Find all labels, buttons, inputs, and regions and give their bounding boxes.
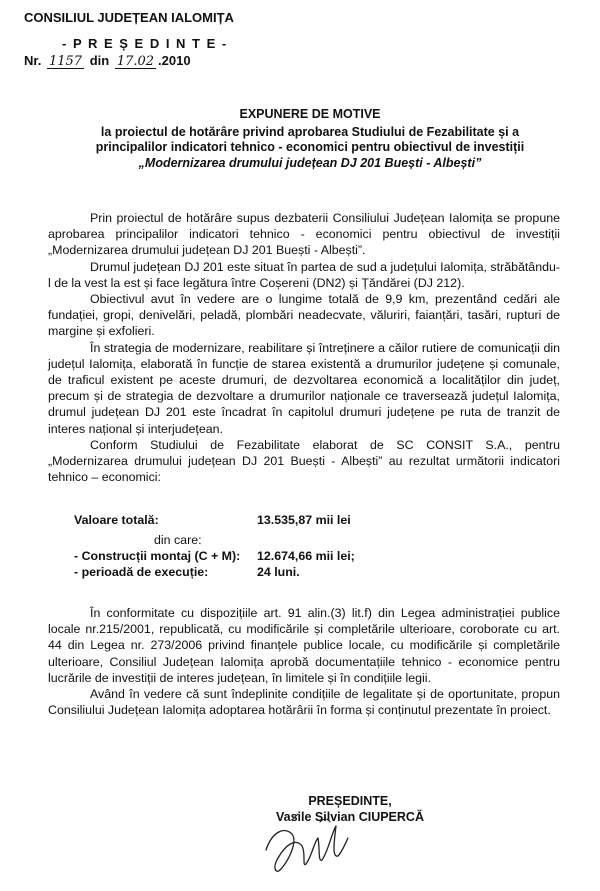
title-heading: EXPUNERE DE MOTIVE	[239, 107, 381, 121]
paragraph-5: Conform Studiului de Fezabilitate elaborat de SC CONSIT S.A., pentru „Modernizarea drumului județean DJ 201 Buești - Albești” au rezultat următorii indicatori tehnico – economici:	[48, 437, 560, 485]
registration-year: .2010	[158, 53, 191, 68]
registration-line	[24, 53, 191, 69]
organization-name: CONSILIUL JUDEȚEAN IALOMIȚA	[24, 10, 234, 25]
title-line-2: la proiectul de hotărâre privind aprobarea Studiului de Fezabilitate și a	[100, 124, 520, 139]
paragraph-2: Drumul județean DJ 201 este situat în partea de sud a județului Ialomița, străbătându-l de la vest la est și face legătura între Coșereni (DN2) și Țăndărei (DJ 212).	[48, 259, 560, 290]
construction-label: - Construcții montaj (C + M):	[74, 549, 241, 563]
paragraph-6: În conformitate cu dispozițiile art. 91 alin.(3) lit.f) din Legea administrației publice locale nr.215/2001, republicată, cu modificările și completările ulterioare, coroborate cu art. 44 din Legea nr. 273/2006 privind finanțele publice locale, cu modificările și completările ulterioare, Consiliul Județean Ialomița aprobă documentațiile tehnico - economice pentru lucrările de investiții de interes județean, în limitele și în condițiile legii.	[48, 606, 560, 685]
registration-number: 1157	[48, 54, 83, 69]
office-title: - P R E Ș E D I N T E -	[62, 36, 228, 51]
closing-text	[48, 605, 560, 718]
total-value-label: Valoare totală:	[74, 513, 159, 527]
construction-amount: 12.674,66 mii lei;	[257, 549, 355, 563]
document-title	[40, 107, 580, 171]
din-label: din	[89, 53, 110, 68]
title-line-4: „Modernizarea drumului județean DJ 201 Buești - Albești”	[138, 155, 482, 170]
total-value-amount: 13.535,87 mii lei	[257, 513, 351, 527]
paragraph-7: Având în vedere că sunt îndeplinite condițiile de legalitate și de oportunitate, propun Consiliului Județean Ialomița adoptarea hotărârii în forma și conținutul prezentate în proiect.	[48, 687, 560, 718]
paragraph-1: Prin proiectul de hotărâre supus dezbaterii Consiliului Județean Ialomița se propune aprobarea principalilor indicatori tehnico - economici pentru obiectivul de investiții „Modernizarea drumului județean DJ 201 Buești - Albești”.	[48, 211, 560, 258]
body-text	[48, 210, 560, 485]
registration-date: 17.02	[116, 54, 155, 69]
of-which-label: din care:	[154, 533, 202, 547]
signatory-title: PREȘEDINTE,	[308, 794, 392, 808]
signatory-name: Vasile Silvian CIUPERCĂ	[276, 810, 424, 824]
nr-label: Nr.	[24, 53, 42, 68]
handwritten-signature	[262, 812, 352, 878]
execution-period-value: 24 luni.	[257, 565, 300, 579]
title-line-3: principalilor indicatori tehnico - economici pentru obiectivul de investiții	[95, 140, 525, 154]
paragraph-3: Obiectivul avut în vedere are o lungime totală de 9,9 km, prezentând cedări ale fundației, gropi, denivelări, peladă, plombări neadecvate, văluriri, faianțări, tasări, rupturi de margine și exfolieri.	[48, 292, 560, 339]
paragraph-4: În strategia de modernizare, reabilitare și întreținere a căilor rutiere de comunicații din județul Ialomița, elaborată în funcție de starea existentă a drumurilor județene și comunale, de traficul existent pe aceste drumuri, de dezvoltarea economică a localităților din județ, precum și de strategia de dezvoltare a drumurilor naționale ce traversează județul Ialomița, drumul județean DJ 201 este încadrat în capitolul drumuri județene pe ruta de tranzit de interes național și interjudețean.	[48, 340, 560, 436]
execution-period-label: - perioadă de execuție:	[74, 565, 209, 579]
